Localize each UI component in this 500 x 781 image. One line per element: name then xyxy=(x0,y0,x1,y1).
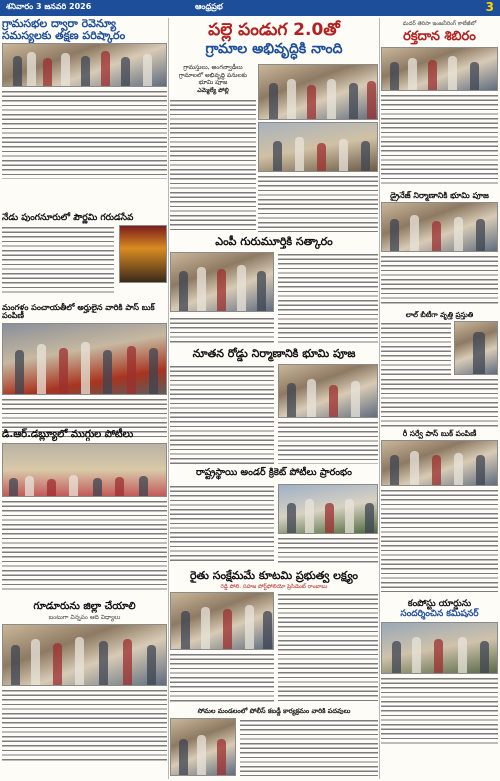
lead-article xyxy=(170,22,378,57)
article-muggulu xyxy=(2,430,167,591)
deity-photo xyxy=(119,225,167,283)
article-body xyxy=(2,225,114,293)
article-drainage xyxy=(381,192,498,304)
article-photo xyxy=(278,364,378,418)
article-body xyxy=(170,98,256,232)
article-photo xyxy=(2,323,167,395)
article-body xyxy=(2,499,167,591)
article-photo xyxy=(278,484,378,534)
article-subhead: రెడ్డి పోలి. సహజ పోర్ట్‌ఫోలియో ప్రెసిడెంట్ రాంబాబు xyxy=(220,583,328,590)
article-body xyxy=(258,174,378,232)
article-body xyxy=(2,688,167,762)
lead-headline-line1: పల్లె పండుగ 2.0తో xyxy=(208,20,340,40)
lead-photo-1 xyxy=(258,64,378,120)
article-headline: డ్రైనేజ్ నిర్మాణానికి భూమి పూజ xyxy=(390,191,489,200)
lead-headline-line2: గ్రామాల అభివృద్ధికి నాంది xyxy=(205,40,343,57)
article-photo xyxy=(381,440,498,486)
page-header-bar xyxy=(0,0,500,16)
article-body xyxy=(170,652,274,702)
article-headline: లాల్ బీటీగా వృత్తి ప్రస్తుతి xyxy=(405,311,474,319)
article-body xyxy=(278,420,378,464)
article-body xyxy=(381,254,498,304)
article-body xyxy=(381,321,451,375)
article-photo xyxy=(170,252,274,312)
column-rule xyxy=(379,18,380,779)
article-photo xyxy=(170,592,274,650)
column-rule xyxy=(168,18,169,779)
article-headline-line1: కంపోస్టు యార్డును xyxy=(407,599,472,609)
article-resurvey xyxy=(381,430,498,592)
article-headline: రక్తదాన శిబిరం xyxy=(403,29,476,44)
article-headline: సోమల మండలంలో పోలీస్ కబడ్డీ కార్యక్రమం వారికి పదవులు xyxy=(197,707,351,715)
article-compost-yard xyxy=(381,600,498,746)
article-gramasabha xyxy=(2,18,167,179)
article-road-bhoomipuja xyxy=(170,348,378,360)
article-body xyxy=(2,89,167,179)
lead-subhead: భూమి పూజ xyxy=(198,79,228,86)
right-column xyxy=(381,18,498,779)
lead-photo-2 xyxy=(258,122,378,172)
article-body xyxy=(381,676,498,746)
article-body xyxy=(240,718,378,776)
page-number: 3 xyxy=(485,0,494,14)
article-photo xyxy=(2,443,167,497)
article-photo xyxy=(454,321,498,375)
masthead: ఆంధ్రప్రభ xyxy=(195,2,223,11)
article-headline: డి.ఆర్.డబ్ల్యూలో ముగ్గుల పోటీలు xyxy=(2,429,134,440)
article-passbook xyxy=(2,304,167,437)
article-body xyxy=(278,252,378,344)
article-body xyxy=(381,93,498,185)
article-cricket xyxy=(170,468,378,478)
lead-subhead: గ్రామస్తులు, అంగన్వాడీలు xyxy=(183,64,243,71)
article-photo xyxy=(381,202,498,252)
article-headline: నేడు పుంగనూరులో పౌర్ణమి గరుడసేవ xyxy=(2,213,134,223)
center-column xyxy=(170,18,378,779)
article-photo xyxy=(381,622,498,674)
article-photo xyxy=(2,43,167,87)
article-mp-felicitation xyxy=(170,236,378,248)
article-somala xyxy=(170,708,378,715)
left-column xyxy=(2,18,167,779)
article-headline: రైతు సంక్షేమమే కూటమి ప్రభుత్వ లక్ష్యం xyxy=(190,569,358,582)
article-headline: గూడూరును జిల్లా చేయాలి xyxy=(33,601,136,612)
article-lal-bt xyxy=(381,312,498,429)
article-kicker: మదర్ తెరిసా ఇంజనీరింగ్ కాలేజీలో xyxy=(402,21,477,27)
lead-byline: ఎమ్మెల్యే పోల్లి xyxy=(197,86,229,94)
article-headline: గ్రామసభల ద్వారా రెవెన్యూ సమస్యలకు తక్షణ పరిష్కారం xyxy=(2,17,126,42)
article-headline: నూతన రోడ్డు నిర్మాణానికి భూమి పూజ xyxy=(192,347,356,360)
article-farmer-welfare xyxy=(170,570,378,591)
article-body xyxy=(170,364,274,464)
article-headline: రాష్ట్రస్థాయి అండర్ క్రికెట్ పోటీలు ప్రారంభం xyxy=(195,467,352,478)
lead-subhead: గ్రామాలలో అభివృద్ధి పనులకు xyxy=(179,71,247,79)
article-headline-line2: సందర్శించిన కమిషనర్ xyxy=(400,609,479,620)
article-headline: మంగళం పంచాయతీలో అర్హులైన వారికి పాస్ బుక్ పంపిణీ xyxy=(2,303,155,321)
article-garudaseva xyxy=(2,214,167,293)
article-body xyxy=(170,484,274,564)
article-headline: ఎంపీ గురుమూర్తికి సత్కారం xyxy=(215,235,333,248)
article-photo xyxy=(2,624,167,686)
article-blood-donation xyxy=(381,20,498,185)
article-body xyxy=(381,488,498,592)
article-body xyxy=(278,592,378,702)
article-body xyxy=(381,377,498,429)
article-body xyxy=(278,536,378,564)
article-photo xyxy=(381,47,498,91)
article-headline: రీ సర్వే పాస్ బుక్ పంపిణీ xyxy=(402,429,477,438)
issue-date: శనివారం 3 జనవరి 2026 xyxy=(6,2,92,11)
article-gudur xyxy=(2,602,167,762)
article-photo xyxy=(170,718,236,776)
article-subhead: బంటుగా విన్నపం ఆది విధ్యాలు xyxy=(48,613,121,621)
article-body xyxy=(170,316,274,344)
